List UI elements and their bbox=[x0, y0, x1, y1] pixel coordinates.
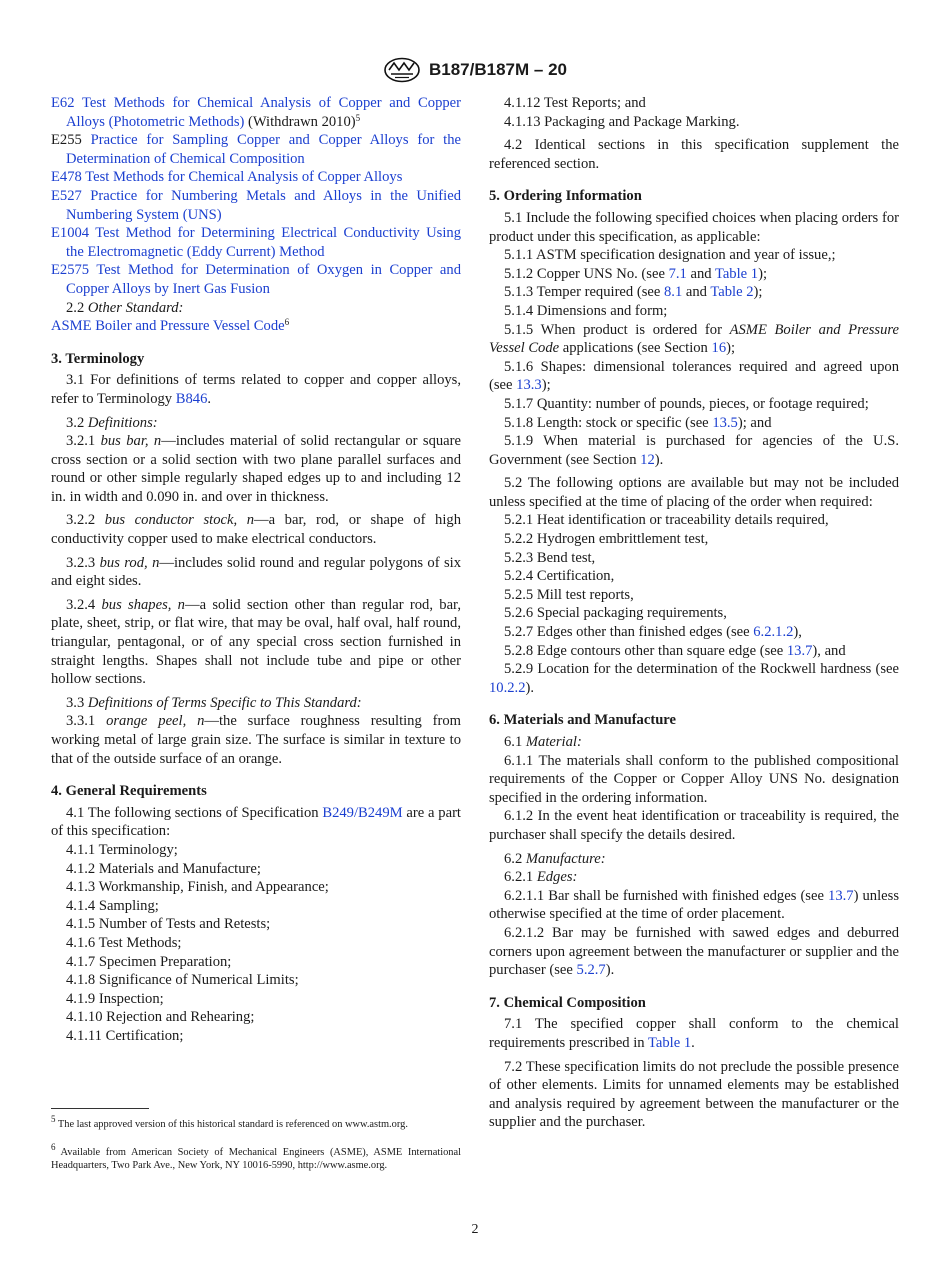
footnote-ref: 6 bbox=[284, 317, 290, 328]
ref-title-link[interactable]: Test Methods for Chemical Analysis of Copper Alloys bbox=[85, 169, 403, 186]
ref-code-link[interactable]: E2575 bbox=[51, 262, 90, 279]
list-item: 4.1.3 Workmanship, Finish, and Appearance; bbox=[66, 879, 329, 896]
footnote-ref: 5 bbox=[355, 112, 361, 123]
list-item: 4.1.1 Terminology; bbox=[66, 841, 178, 858]
reference-e2575 bbox=[51, 261, 461, 298]
list-item: 5.2.8 Edge contours other than square edge (see 13.7), and bbox=[504, 642, 846, 659]
paragraph-5-2: 5.2 The following options are available but may not be included unless specified at the time of placing of the order when required: bbox=[489, 475, 899, 510]
list-item: 5.1.3 Temper required (see 8.1 and Table 2); bbox=[504, 284, 763, 301]
paragraph-3-1: 3.1 For definitions of terms related to copper and copper alloys, refer to Terminology B846. bbox=[51, 372, 461, 407]
paragraph-6-2: 6.2 Manufacture: bbox=[504, 850, 606, 867]
list-item: 5.1.7 Quantity: number of pounds, pieces, or footage required; bbox=[504, 395, 869, 412]
section-heading-chemical-composition: 7. Chemical Composition bbox=[489, 994, 646, 1011]
paragraph-6-1-2: 6.1.2 In the event heat identification or traceability is required, the purchaser shall specify the details desired. bbox=[489, 808, 899, 843]
list-item: 5.2.2 Hydrogen embrittlement test, bbox=[504, 531, 709, 548]
paragraph-7-1: 7.1 The specified copper shall conform to the chemical requirements prescribed in Table 1. bbox=[489, 1016, 899, 1051]
reference-e62: E62 Test Methods for Chemical Analysis of Copper and Copper Alloys (Photometric Methods) (Withdrawn 2010)$^5$ bbox=[51, 95, 461, 130]
section-link[interactable]: 13.7 bbox=[786, 642, 813, 659]
table-link[interactable]: Table 1 bbox=[648, 1034, 692, 1051]
reference-e478 bbox=[51, 168, 461, 187]
reference-e527 bbox=[51, 187, 461, 224]
list-item: 4.1.10 Rejection and Rehearing; bbox=[66, 1009, 255, 1026]
list-item: 5.2.1 Heat identification or traceability details required, bbox=[504, 512, 829, 529]
paragraph-6-1: 6.1 Material: bbox=[504, 734, 582, 750]
section-heading-general-requirements: 4. General Requirements bbox=[51, 783, 207, 800]
list-item: 5.1.8 Length: stock or specific (see 13.5); and bbox=[504, 414, 772, 431]
list-item: 4.1.7 Specimen Preparation; bbox=[66, 953, 232, 970]
footnote-divider bbox=[51, 1108, 149, 1109]
list-item: 4.1.13 Packaging and Package Marking. bbox=[504, 113, 740, 130]
left-column bbox=[51, 94, 461, 1046]
paragraph-6-2-1-1: 6.2.1.1 Bar shall be furnished with finished edges (see 13.7) unless otherwise specified at the time of order placement. bbox=[489, 887, 899, 923]
ref-title-link[interactable]: Test Method for Determination of Oxygen in Copper and Copper Alloys by Inert Gas Fusion bbox=[66, 262, 461, 297]
list-item: 5.2.3 Bend test, bbox=[504, 549, 596, 566]
list-item: 5.1.4 Dimensions and form; bbox=[504, 302, 668, 319]
section-link[interactable]: 12 bbox=[640, 451, 655, 468]
subsection-2-2: 2.2 Other Standard: bbox=[66, 299, 184, 316]
asme-title-link[interactable]: Boiler and Pressure Vessel Code bbox=[91, 318, 285, 335]
list-item: 4.1.8 Significance of Numerical Limits; bbox=[66, 972, 299, 989]
section-link[interactable]: 7.1 bbox=[668, 265, 687, 282]
section-heading-terminology: 3. Terminology bbox=[51, 350, 145, 367]
list-item: 4.1.11 Certification; bbox=[66, 1027, 184, 1044]
list-item: 5.2.7 Edges other than finished edges (see 6.2.1.2), bbox=[504, 624, 802, 641]
list-item: 4.1.2 Materials and Manufacture; bbox=[66, 860, 261, 877]
section-link[interactable]: 16 bbox=[711, 340, 727, 357]
page-header bbox=[0, 56, 950, 84]
ref-title-link[interactable]: Test Methods for Chemical Analysis of Copper and Copper Alloys (Photometric Methods) bbox=[66, 95, 461, 130]
paragraph-4-1: 4.1 The following sections of Specification B249/B249M are a part of this specification: bbox=[51, 804, 461, 840]
paragraph-3-2-1: 3.2.1 bus bar, n—includes material of solid rectangular or square cross section or a solid section with two plane parallel surfaces and round or other simple regularly shaped edges up to and including 12 in. in width and 0.090 in. and over in thickness. bbox=[51, 433, 461, 505]
paragraph-3-3: 3.3 Definitions of Terms Specific to This Standard: bbox=[66, 694, 362, 711]
paragraph-3-2: 3.2 Definitions: bbox=[66, 414, 158, 431]
ref-title-link[interactable]: Practice for Numbering Metals and Alloys in the Unified Numbering System (UNS) bbox=[66, 187, 461, 223]
list-item: 5.2.6 Special packaging requirements, bbox=[504, 605, 727, 622]
ref-code-link[interactable]: E1004 bbox=[51, 225, 90, 242]
paragraph-3-3-1: 3.3.1 orange peel, n—the surface roughness resulting from working metal of large grain size. The surface is similar in texture to that of the outside surface of an orange. bbox=[51, 713, 462, 767]
section-link[interactable]: 13.3 bbox=[516, 377, 542, 394]
paragraph-6-1-1: 6.1.1 The materials shall conform to the published compositional requirements of the Copper or Copper Alloy UNS No. designation specified in the ordering information. bbox=[489, 752, 899, 806]
b846-link[interactable]: B846 bbox=[175, 390, 208, 407]
footnote-6: $^6$ Available from American Society of Mechanical Engineers (ASME), ASME International Headquarters, Two Park Ave., New York, NY 10016-5990, http://www.asme.org. bbox=[51, 1142, 461, 1172]
table-link[interactable]: Table 1 bbox=[714, 265, 759, 282]
section-heading-ordering-information: 5. Ordering Information bbox=[489, 188, 642, 205]
list-item: 5.1.1 ASTM specification designation and year of issue,; bbox=[504, 247, 836, 264]
list-item: 4.1.5 Number of Tests and Retests; bbox=[66, 916, 271, 933]
list-item: 4.1.12 Test Reports; and bbox=[504, 95, 646, 111]
section-link[interactable]: 13.5 bbox=[712, 414, 738, 431]
page-number: 2 bbox=[471, 1222, 479, 1237]
right-column bbox=[489, 94, 899, 1132]
section-link[interactable]: 6.2.1.2 bbox=[753, 624, 794, 641]
ref-title-link[interactable]: Practice for Sampling Copper and Copper Alloys for the Determination of Chemical Composition bbox=[66, 132, 461, 167]
asme-link[interactable]: ASME bbox=[51, 318, 92, 335]
list-item: 5.1.2 Copper UNS No. (see 7.1 and Table 1); bbox=[504, 265, 768, 282]
section-link[interactable]: 5.2.7 bbox=[576, 962, 606, 979]
paragraph-3-2-2: 3.2.2 bus conductor stock, n—a bar, rod, or shape of high conductivity copper used to make electrical conductors. bbox=[51, 512, 461, 548]
list-item: 5.2.5 Mill test reports, bbox=[504, 586, 634, 603]
section-link[interactable]: 8.1 bbox=[664, 284, 683, 301]
list-item: 5.1.5 When product is ordered for ASME Boiler and Pressure Vessel Code applications (see Section 16); bbox=[489, 321, 899, 357]
paragraph-3-2-4: 3.2.4 bus shapes, n—a solid section other than regular rod, bar, plate, sheet, strip, or flat wire, that may be oval, half oval, half round, triangular, pentagonal, or of any special cross section furnished in straight lengths. Shapes shall not include tube and pipe or other hollow sections. bbox=[51, 596, 461, 688]
list-item: 5.1.6 Shapes: dimensional tolerances required and agreed upon (see 13.3); bbox=[489, 358, 899, 394]
section-link[interactable]: 13.7 bbox=[828, 887, 854, 904]
paragraph-3-2-3: 3.2.3 bus rod, n—includes solid round and regular polygons of six and eight sides. bbox=[51, 554, 462, 590]
table-link[interactable]: Table 2 bbox=[710, 284, 754, 301]
ref-title-link[interactable]: Test Method for Determining Electrical Conductivity Using the Electromagnetic (Eddy Current) Method bbox=[66, 225, 461, 260]
paragraph-6-2-1-2: 6.2.1.2 Bar may be furnished with sawed edges and deburred corners upon agreement between the manufacturer or supplier and the purchaser (see 5.2.7). bbox=[489, 924, 899, 979]
astm-logo-icon bbox=[383, 57, 421, 83]
ref-code-link[interactable]: E62 bbox=[51, 95, 75, 111]
section-heading-materials-manufacture: 6. Materials and Manufacture bbox=[489, 712, 676, 729]
paragraph-4-2: 4.2 Identical sections in this specification supplement the referenced section. bbox=[489, 137, 899, 172]
footnote-5: $^5$ The last approved version of this historical standard is referenced on www.astm.org. bbox=[51, 1114, 408, 1130]
reference-e255 bbox=[51, 131, 461, 168]
section-link[interactable]: 10.2.2 bbox=[489, 679, 526, 696]
paragraph-7-2: 7.2 These specification limits do not preclude the possible presence of other elements. Limits for unnamed elements may be established and analysis required by agreement between the manufacturer or the supplier and the purchaser. bbox=[489, 1058, 899, 1131]
ref-code: E255 bbox=[51, 132, 82, 149]
list-item: 5.2.4 Certification, bbox=[504, 568, 615, 585]
list-item: 4.1.9 Inspection; bbox=[66, 990, 164, 1007]
list-item: 5.1.9 When material is purchased for agencies of the U.S. Government (see Section 12). bbox=[489, 433, 899, 468]
list-item: 5.2.9 Location for the determination of the Rockwell hardness (see 10.2.2). bbox=[489, 661, 899, 696]
list-item: 4.1.4 Sampling; bbox=[66, 897, 159, 914]
reference-e1004 bbox=[51, 224, 461, 261]
ref-code-link[interactable]: E527 bbox=[51, 187, 82, 204]
paragraph-5-1: 5.1 Include the following specified choices when placing orders for product under this specification, as applicable: bbox=[489, 209, 899, 245]
b249-link[interactable]: B249/B249M bbox=[322, 804, 403, 821]
ref-code-link[interactable]: E478 bbox=[51, 169, 82, 186]
paragraph-6-2-1: 6.2.1 Edges: bbox=[504, 869, 578, 886]
document-id: B187/B187M – 20 bbox=[429, 60, 567, 79]
list-item: 4.1.6 Test Methods; bbox=[66, 934, 182, 951]
reference-asme bbox=[51, 317, 461, 336]
